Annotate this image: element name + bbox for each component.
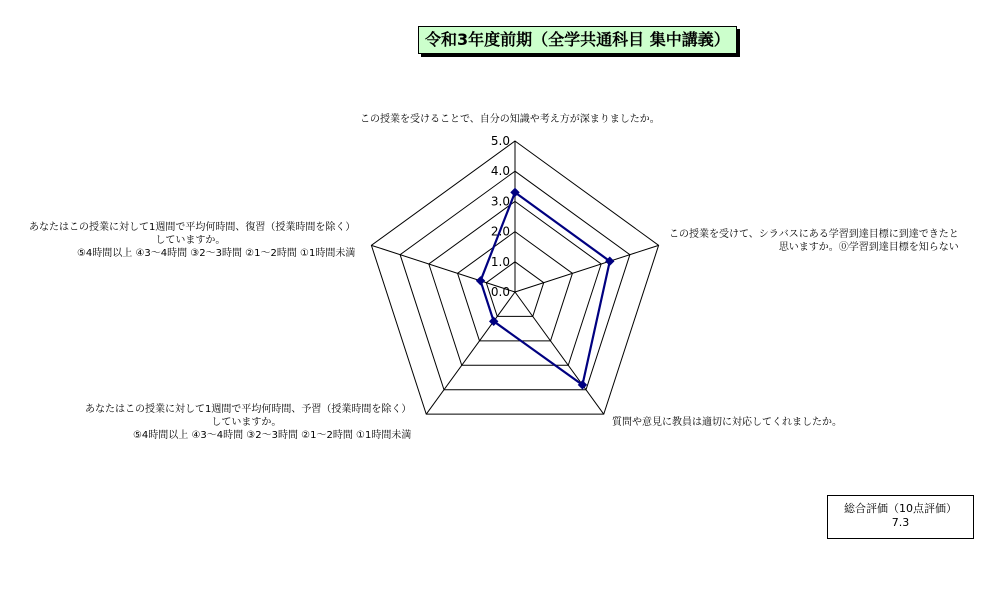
tick-label: 2.0 — [490, 224, 510, 239]
tick-label: 0.0 — [490, 285, 510, 299]
tick-label: 3.0 — [490, 194, 510, 209]
overall-evaluation-box — [827, 495, 974, 539]
tick-label: 4.0 — [490, 164, 510, 179]
axis-label-learning-goal: この授業を受けて、シラバスにある学習到達目標に到達できたと 思いますか。⓪学習到達目標を知らない — [669, 229, 959, 253]
overall-evaluation-value: 7.3 — [891, 516, 910, 529]
chart-title: 令和3年度前期（全学共通科目 集中講義） — [418, 26, 737, 54]
overall-evaluation-title: 総合評価（10点評価） — [844, 502, 957, 515]
radar-spokes — [371, 141, 658, 414]
axis-label-knowledge: この授業を受けることで、自分の知識や考え方が深まりましたか。 — [360, 114, 660, 125]
axis-spoke — [515, 245, 659, 292]
axis-label-review-hours: あなたはこの授業に対して1週間で平均何時間、復習（授業時間を除く） していますか。 ⑤4時間以上 ④3〜4時間 ③2〜3時間 ②1〜2時間 ①1時間未満 — [29, 222, 356, 259]
tick-label: 1.0 — [490, 254, 510, 269]
axis-spoke — [426, 292, 515, 414]
axis-label-preparation-hours: あなたはこの授業に対して1週間で平均何時間、予習（授業時間を除く） していますか。 ⑤4時間以上 ④3〜4時間 ③2〜3時間 ②1〜2時間 ①1時間未満 — [85, 404, 412, 441]
tick-label: 5.0 — [490, 134, 510, 148]
axis-label-teacher-response: 質問や意見に教員は適切に対応してくれましたか。 — [612, 417, 842, 428]
data-point — [477, 277, 485, 285]
